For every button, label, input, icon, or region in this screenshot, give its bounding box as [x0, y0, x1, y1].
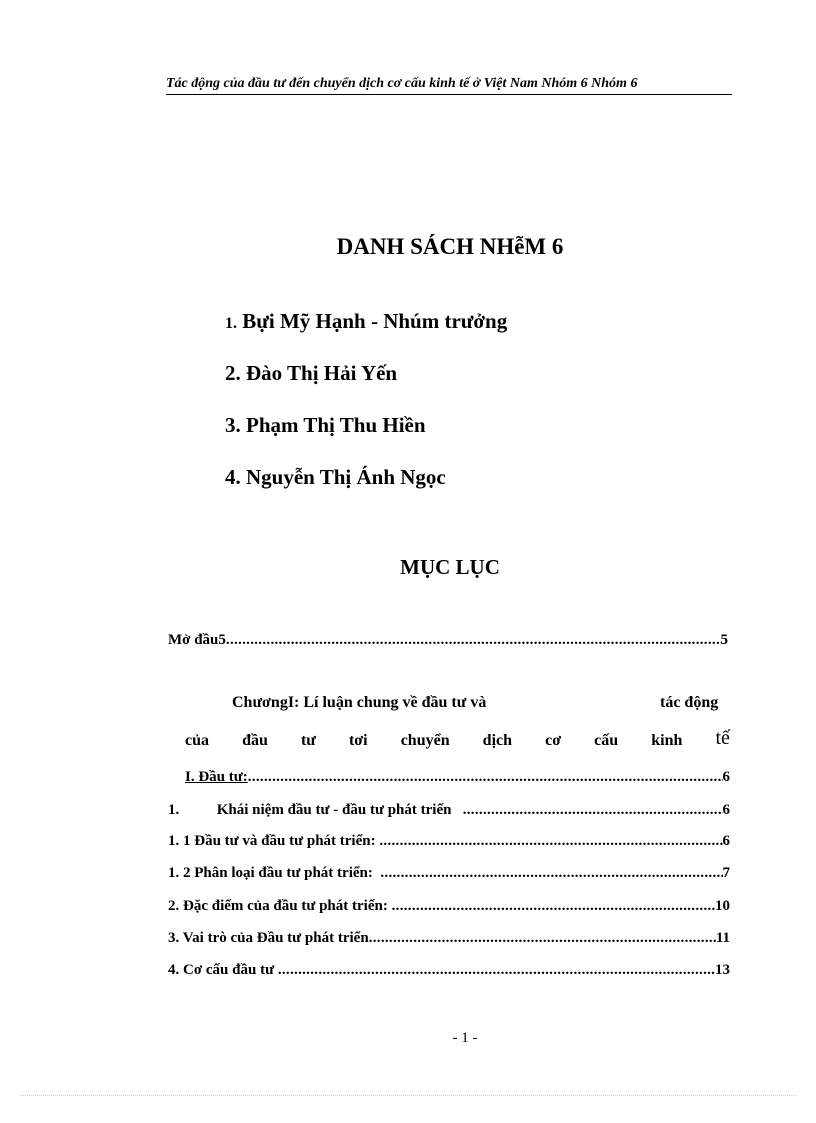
- toc-leader: [248, 769, 723, 786]
- member-number: 4.: [225, 465, 241, 489]
- toc-leader: [392, 898, 715, 915]
- running-header: Tác động của đầu tư đến chuyển dịch cơ cấu kinh tế ở Việt Nam Nhóm 6 Nhóm 6: [166, 76, 732, 95]
- word: cấu: [594, 732, 619, 749]
- word: đầu: [242, 732, 268, 749]
- word: cơ: [545, 732, 562, 749]
- member-item: [225, 309, 507, 334]
- toc-leader: [380, 865, 722, 882]
- toc-entry[interactable]: [168, 962, 730, 979]
- toc-label: Mở đầu5: [168, 632, 226, 648]
- toc-page: 11: [715, 930, 730, 946]
- toc-label: 1. Khái niệm đầu tư - đầu tư phát triển: [168, 802, 463, 818]
- toc-page: 6: [722, 769, 730, 785]
- toc-label: 2. Đặc điểm của đầu tư phát triển:: [168, 898, 392, 914]
- member-item: [225, 413, 426, 438]
- member-item: [225, 465, 446, 490]
- member-number: 2.: [225, 361, 241, 385]
- toc-label: 1. 1 Đầu tư và đầu tư phát triển:: [168, 833, 380, 849]
- toc-entry[interactable]: [185, 769, 730, 786]
- page-title: DANH SÁCH NHễM 6: [336, 234, 564, 259]
- member-number: 1.: [225, 315, 237, 332]
- word: tế: [715, 727, 730, 749]
- toc-leader: [278, 962, 715, 979]
- toc-leader: [379, 833, 722, 850]
- page-number: - 1 -: [452, 1030, 478, 1046]
- toc-entry-intro[interactable]: [168, 632, 728, 649]
- member-name: Nguyễn Thị Ánh Ngọc: [246, 465, 446, 489]
- toc-chapter-heading-cont: tác động: [660, 694, 719, 711]
- word: dịch: [482, 732, 513, 749]
- toc-entry[interactable]: [168, 802, 730, 819]
- word: tơi: [348, 732, 368, 749]
- toc-page: 6: [722, 833, 730, 849]
- toc-entry[interactable]: [168, 865, 730, 882]
- page-divider: [20, 1095, 796, 1096]
- toc-title: MỤC LỤC: [400, 555, 500, 579]
- toc-page: 6: [722, 802, 730, 818]
- toc-entry[interactable]: [168, 930, 730, 947]
- toc-label: 4. Cơ cấu đầu tư: [168, 962, 278, 978]
- word: kinh: [651, 732, 683, 749]
- toc-chapter-heading-line2: [185, 727, 730, 755]
- member-name: Bựi Mỹ Hạnh - Nhúm trưởng: [242, 309, 508, 333]
- toc-label: 3. Vai trò của Đầu tư phát triển: [168, 930, 369, 946]
- toc-leader: [226, 632, 721, 649]
- toc-entry[interactable]: [168, 898, 730, 915]
- word: tư: [300, 732, 316, 749]
- member-item: [225, 361, 397, 386]
- toc-page: 7: [722, 865, 730, 881]
- toc-chapter-heading[interactable]: ChươngI: Lí luận chung về đầu tư và: [232, 694, 487, 711]
- toc-label: 1. 2 Phân loại đầu tư phát triển:: [168, 865, 381, 881]
- word: của: [185, 732, 209, 749]
- toc-entry[interactable]: [168, 833, 730, 850]
- toc-leader: [463, 802, 723, 819]
- toc-page: 13: [715, 962, 730, 978]
- toc-leader: [369, 930, 716, 947]
- member-name: Đào Thị Hải Yến: [246, 361, 398, 385]
- member-number: 3.: [225, 413, 241, 437]
- word: chuyển: [400, 732, 450, 749]
- toc-page: 5: [720, 632, 728, 648]
- member-name: Phạm Thị Thu Hiền: [246, 413, 426, 437]
- toc-label: I. Đầu tư:: [185, 769, 248, 785]
- toc-page: 10: [715, 898, 730, 914]
